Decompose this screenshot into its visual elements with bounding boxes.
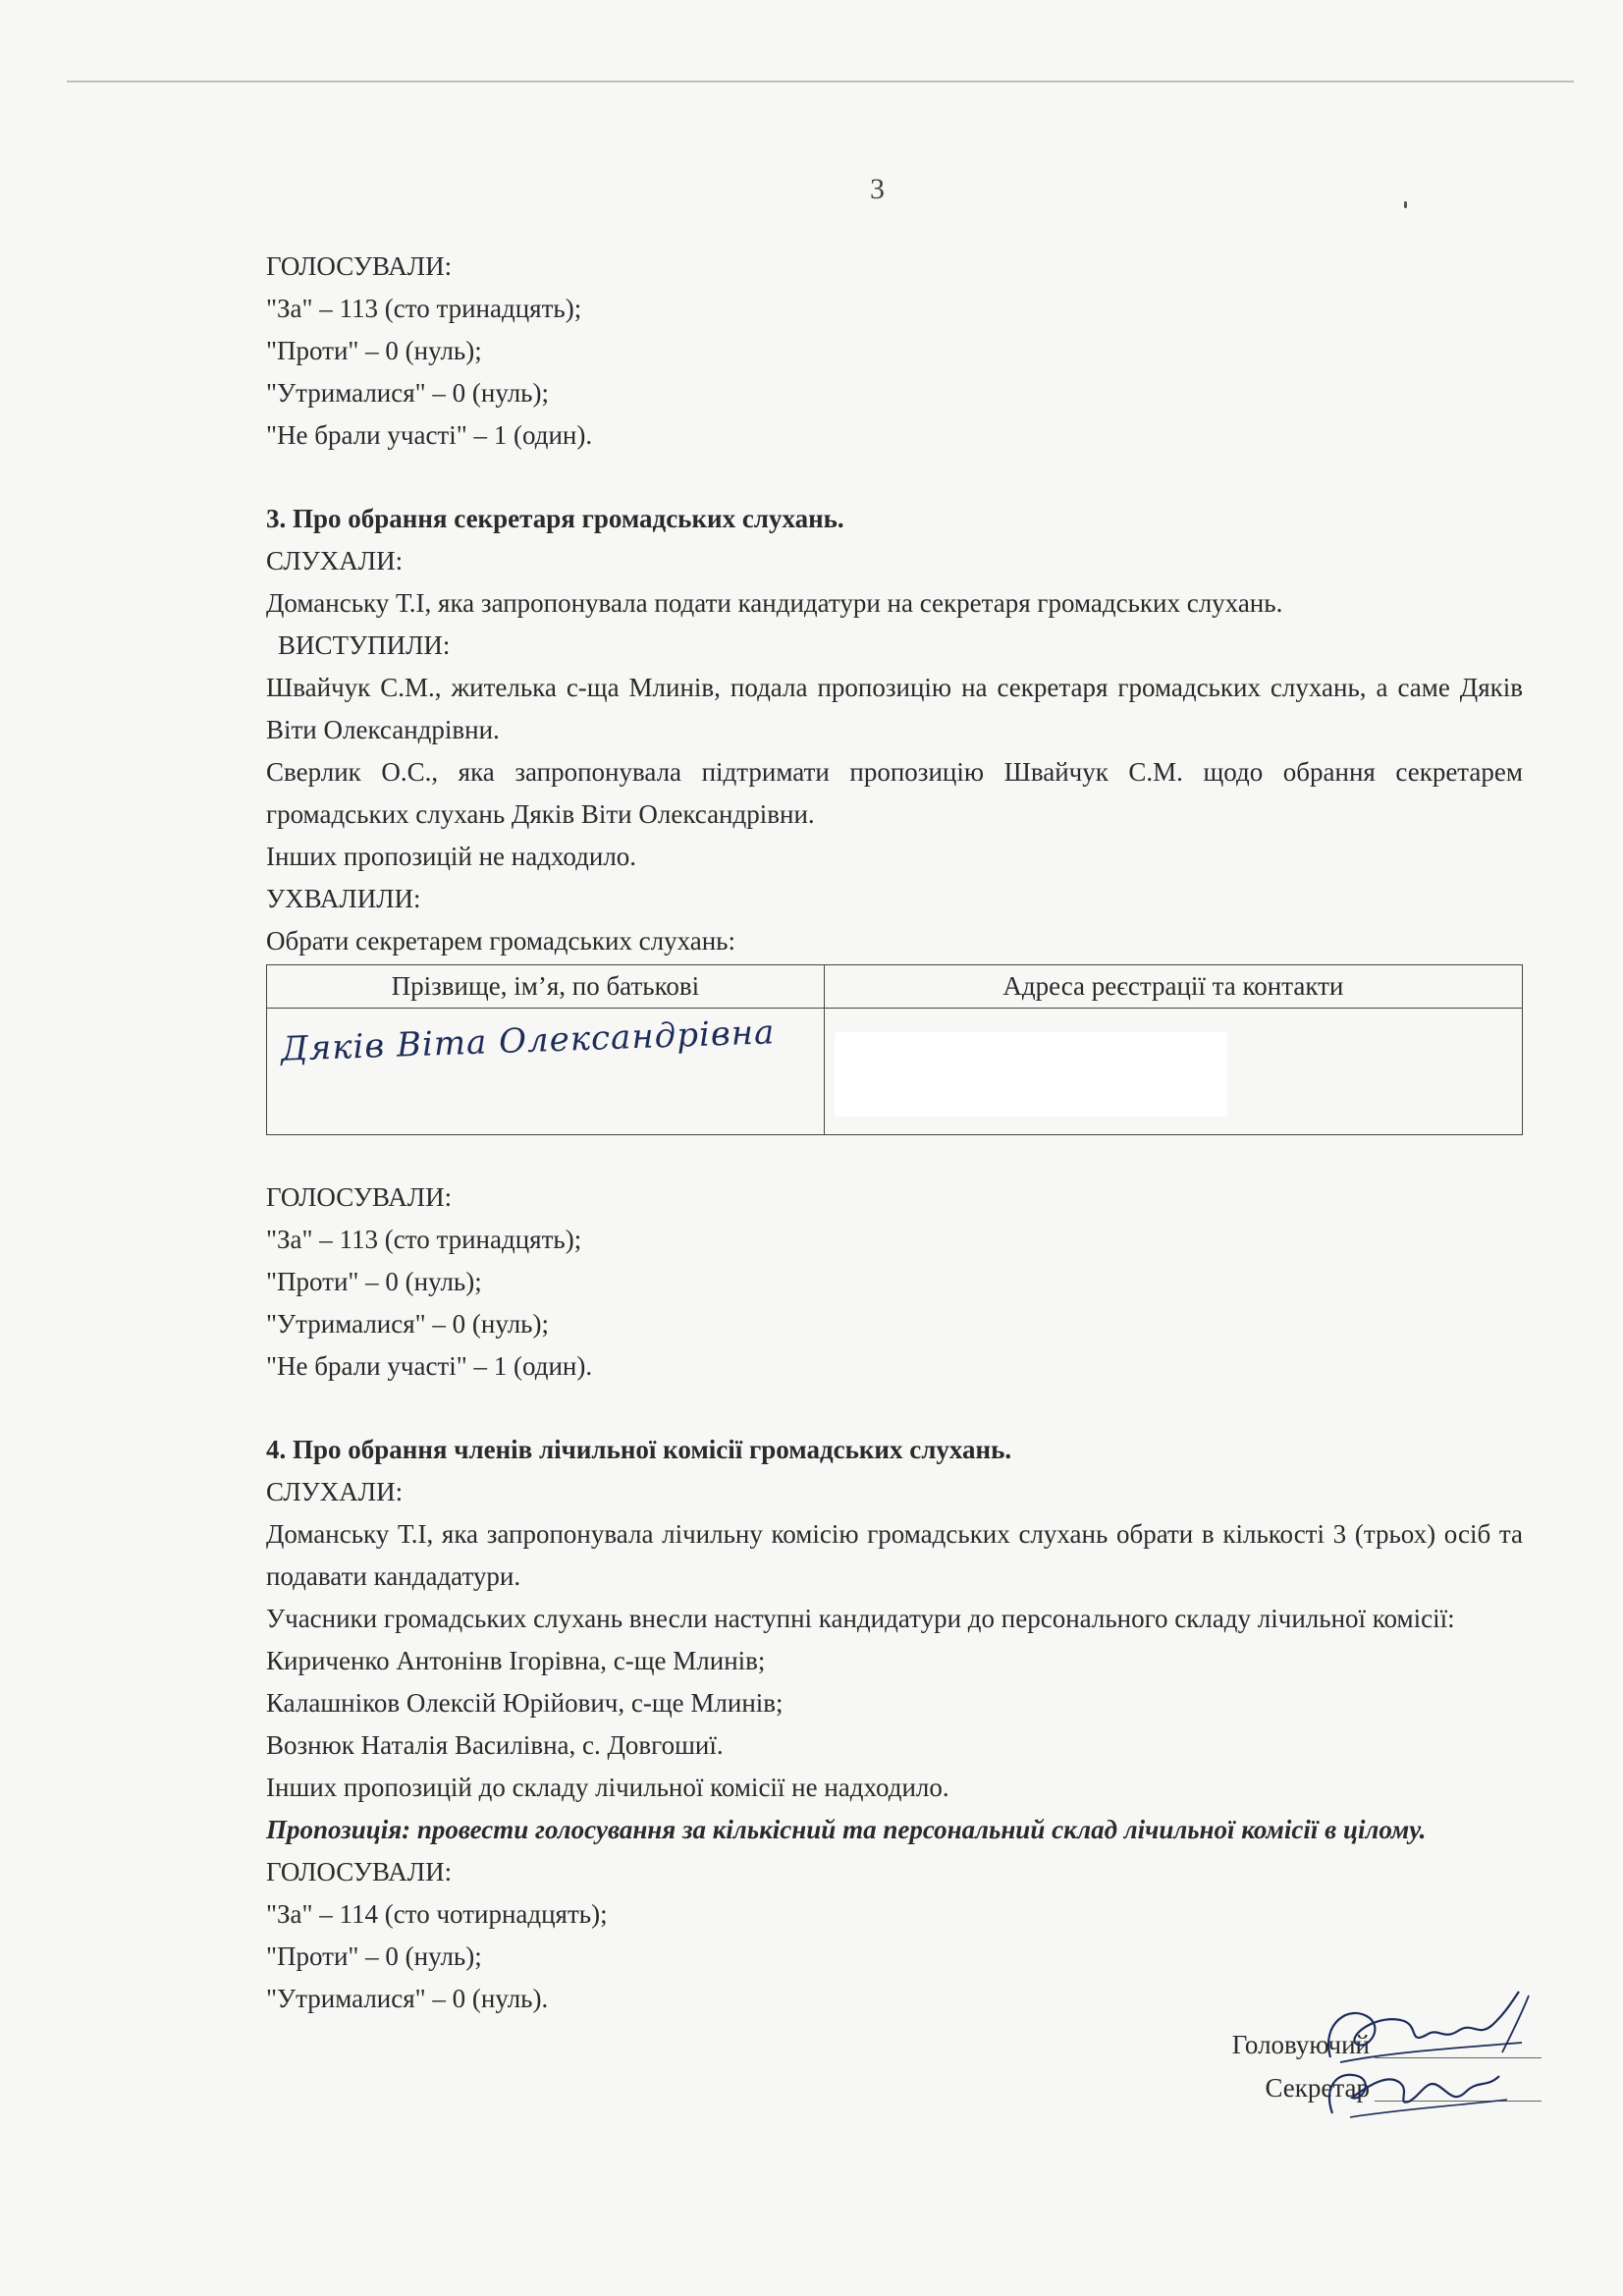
heard-text: Доманську Т.І, яка запропонувала лічильну комісію громадських слухань обрати в кількості 3 (трьох) осіб та подавати кандадатури. <box>266 1519 1523 1591</box>
vote-abstained: "Утрималися" – 0 (нуль). <box>266 1984 549 2013</box>
spacer <box>266 1388 1523 1429</box>
secretary-signature-icon <box>1311 2027 1537 2120</box>
spoke-text-2: Сверлик О.С., яка запропонувала підтримати пропозицію Швайчук С.М. щодо обрання секретарем громадських слухань Дяків Віти Олександрівни. <box>266 757 1523 829</box>
secretary-table <box>266 964 1523 1135</box>
decided-label: УХВАЛИЛИ: <box>266 884 421 913</box>
proposal-text: Пропозиція: провести голосування за кількісний та персональний склад лічильної комісії в цілому. <box>266 1815 1427 1844</box>
scan-top-line <box>67 81 1574 82</box>
address-cell <box>824 1009 1522 1135</box>
redaction-block <box>835 1032 1227 1117</box>
no-other-proposals: Інших пропозицій не надходило. <box>266 842 637 871</box>
vote-for: "За" – 113 (сто тринадцять); <box>266 294 582 323</box>
secretary-label: Секретар <box>1265 2073 1370 2103</box>
table-row <box>267 1009 1523 1135</box>
table-header-name: Прізвище, ім’я, по батькові <box>267 965 825 1009</box>
secretary-name-cell <box>267 1009 825 1135</box>
spacer <box>266 457 1523 498</box>
spacer <box>266 1135 1523 1176</box>
spoke-text-1: Швайчук С.М., жителька с-ща Млинів, подала пропозицію на секретаря громадських слухань, а саме Дяків Віти Олександрівни. <box>266 673 1523 744</box>
no-other-proposals: Інших пропозицій до складу лічильної комісії не надходило. <box>266 1773 949 1802</box>
signature-block <box>1129 2023 1542 2109</box>
handwritten-name: Дяків Віта Олександрівна <box>280 1012 776 1069</box>
vote-against: "Проти" – 0 (нуль); <box>266 336 482 365</box>
vote-block-1 <box>266 246 1523 457</box>
voted-label: ГОЛОСУВАЛИ: <box>266 1182 453 1212</box>
secretary-signature-row <box>1129 2066 1542 2109</box>
heard-label: СЛУХАЛИ: <box>266 546 404 575</box>
vote-abstained: "Утрималися" – 0 (нуль); <box>266 1309 549 1339</box>
item-3-title: 3. Про обрання секретаря громадських слухань. <box>266 504 844 533</box>
chair-label: Головуючий <box>1231 2030 1370 2059</box>
vote-against: "Проти" – 0 (нуль); <box>266 1941 482 1971</box>
voted-label: ГОЛОСУВАЛИ: <box>266 251 453 281</box>
candidate-item: Вознюк Наталія Василівна, с. Довгошиї. <box>266 1730 724 1760</box>
vote-against: "Проти" – 0 (нуль); <box>266 1267 482 1296</box>
heard-label: СЛУХАЛИ: <box>266 1477 404 1506</box>
candidate-item: Калашніков Олексій Юрійович, с-ще Млинів; <box>266 1688 784 1718</box>
voted-label: ГОЛОСУВАЛИ: <box>266 1857 453 1886</box>
vote-for: "За" – 113 (сто тринадцять); <box>266 1225 582 1254</box>
vote-absent: "Не брали участі" – 1 (один). <box>266 420 593 450</box>
candidate-item: Кириченко Антонінв Ігорівна, с-ще Млинів; <box>266 1646 766 1675</box>
vote-absent: "Не брали участі" – 1 (один). <box>266 1351 593 1381</box>
scan-speck <box>1404 201 1407 208</box>
vote-block-2 <box>266 1176 1523 1388</box>
agenda-item-3 <box>266 498 1523 1135</box>
participants-text: Учасники громадських слухань внесли наступні кандидатури до персонального складу лічильної комісії: <box>266 1604 1455 1633</box>
decided-text: Обрати секретарем громадських слухань: <box>266 926 735 956</box>
vote-abstained: "Утрималися" – 0 (нуль); <box>266 378 549 408</box>
heard-text: Доманську Т.І, яка запропонувала подати кандидатури на секретаря громадських слухань. <box>266 588 1283 618</box>
spoke-label: ВИСТУПИЛИ: <box>278 630 451 660</box>
page-number: 3 <box>870 173 885 205</box>
item-4-title: 4. Про обрання членів лічильної комісії громадських слухань. <box>266 1435 1012 1464</box>
document-body <box>266 246 1523 2020</box>
table-header-address: Адреса реєстрації та контакти <box>824 965 1522 1009</box>
vote-for: "За" – 114 (сто чотирнадцять); <box>266 1899 608 1929</box>
agenda-item-4 <box>266 1429 1523 2020</box>
